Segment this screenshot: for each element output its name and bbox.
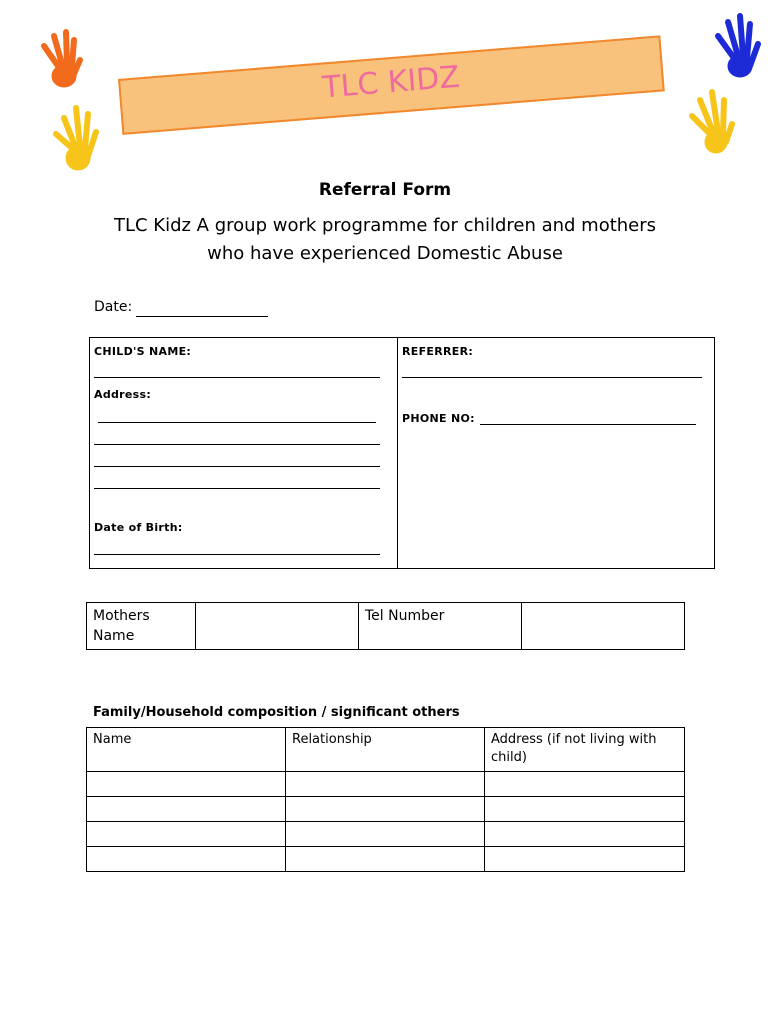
address-field-line-2[interactable] <box>94 444 380 445</box>
table-cell[interactable] <box>485 772 685 797</box>
box-divider <box>397 338 398 568</box>
table-row <box>87 772 685 797</box>
table-cell[interactable] <box>87 847 286 872</box>
tel-number-label: Tel Number <box>359 603 522 650</box>
mothers-name-label: Mothers Name <box>87 603 196 650</box>
family-heading: Family/Household composition / significant others <box>93 705 460 720</box>
dob-label: Date of Birth: <box>94 521 183 534</box>
date-field[interactable] <box>136 316 268 317</box>
table-cell[interactable] <box>87 822 286 847</box>
table-cell[interactable] <box>87 772 286 797</box>
phone-field[interactable] <box>480 424 696 425</box>
table-cell[interactable] <box>485 822 685 847</box>
child-name-label: CHILD'S NAME: <box>94 345 192 358</box>
child-name-field[interactable] <box>94 377 380 378</box>
address-label: Address: <box>94 388 152 401</box>
form-title: Referral Form <box>318 180 452 200</box>
date-label: Date: <box>94 299 133 315</box>
column-header-address: Address (if not living with child) <box>485 728 685 772</box>
table-row <box>87 822 685 847</box>
child-details-box <box>89 337 715 569</box>
hand-print-icon-orange <box>30 14 82 88</box>
table-cell[interactable] <box>485 797 685 822</box>
title-banner <box>118 35 665 134</box>
subtitle-line-2: who have experienced Domestic Abuse <box>207 243 563 264</box>
mother-details-table <box>86 602 685 650</box>
mothers-name-field[interactable] <box>196 603 359 650</box>
hand-print-icon-yellow <box>48 96 100 172</box>
banner-title: TLC KIDZ <box>321 59 462 106</box>
table-header-row <box>87 728 685 772</box>
table-row <box>87 847 685 872</box>
form-subtitle <box>0 212 770 268</box>
table-cell[interactable] <box>485 847 685 872</box>
table-row <box>87 797 685 822</box>
referrer-label: REFERRER: <box>402 345 474 358</box>
phone-label: PHONE NO: <box>402 412 475 425</box>
address-field-line-4[interactable] <box>94 488 380 489</box>
address-field-line-3[interactable] <box>94 466 380 467</box>
table-cell[interactable] <box>286 772 485 797</box>
table-cell[interactable] <box>286 797 485 822</box>
column-header-name: Name <box>87 728 286 772</box>
referrer-field[interactable] <box>402 377 702 378</box>
table-cell[interactable] <box>286 822 485 847</box>
family-table <box>86 727 685 872</box>
address-field-line-1[interactable] <box>98 422 376 423</box>
hand-print-icon-yellow-right <box>686 86 738 158</box>
table-cell[interactable] <box>286 847 485 872</box>
subtitle-line-1: TLC Kidz A group work programme for children and mothers <box>113 215 657 236</box>
tel-number-field[interactable] <box>522 603 685 650</box>
dob-field[interactable] <box>94 554 380 555</box>
column-header-relationship: Relationship <box>286 728 485 772</box>
hand-print-icon-blue <box>708 8 760 80</box>
table-cell[interactable] <box>87 797 286 822</box>
